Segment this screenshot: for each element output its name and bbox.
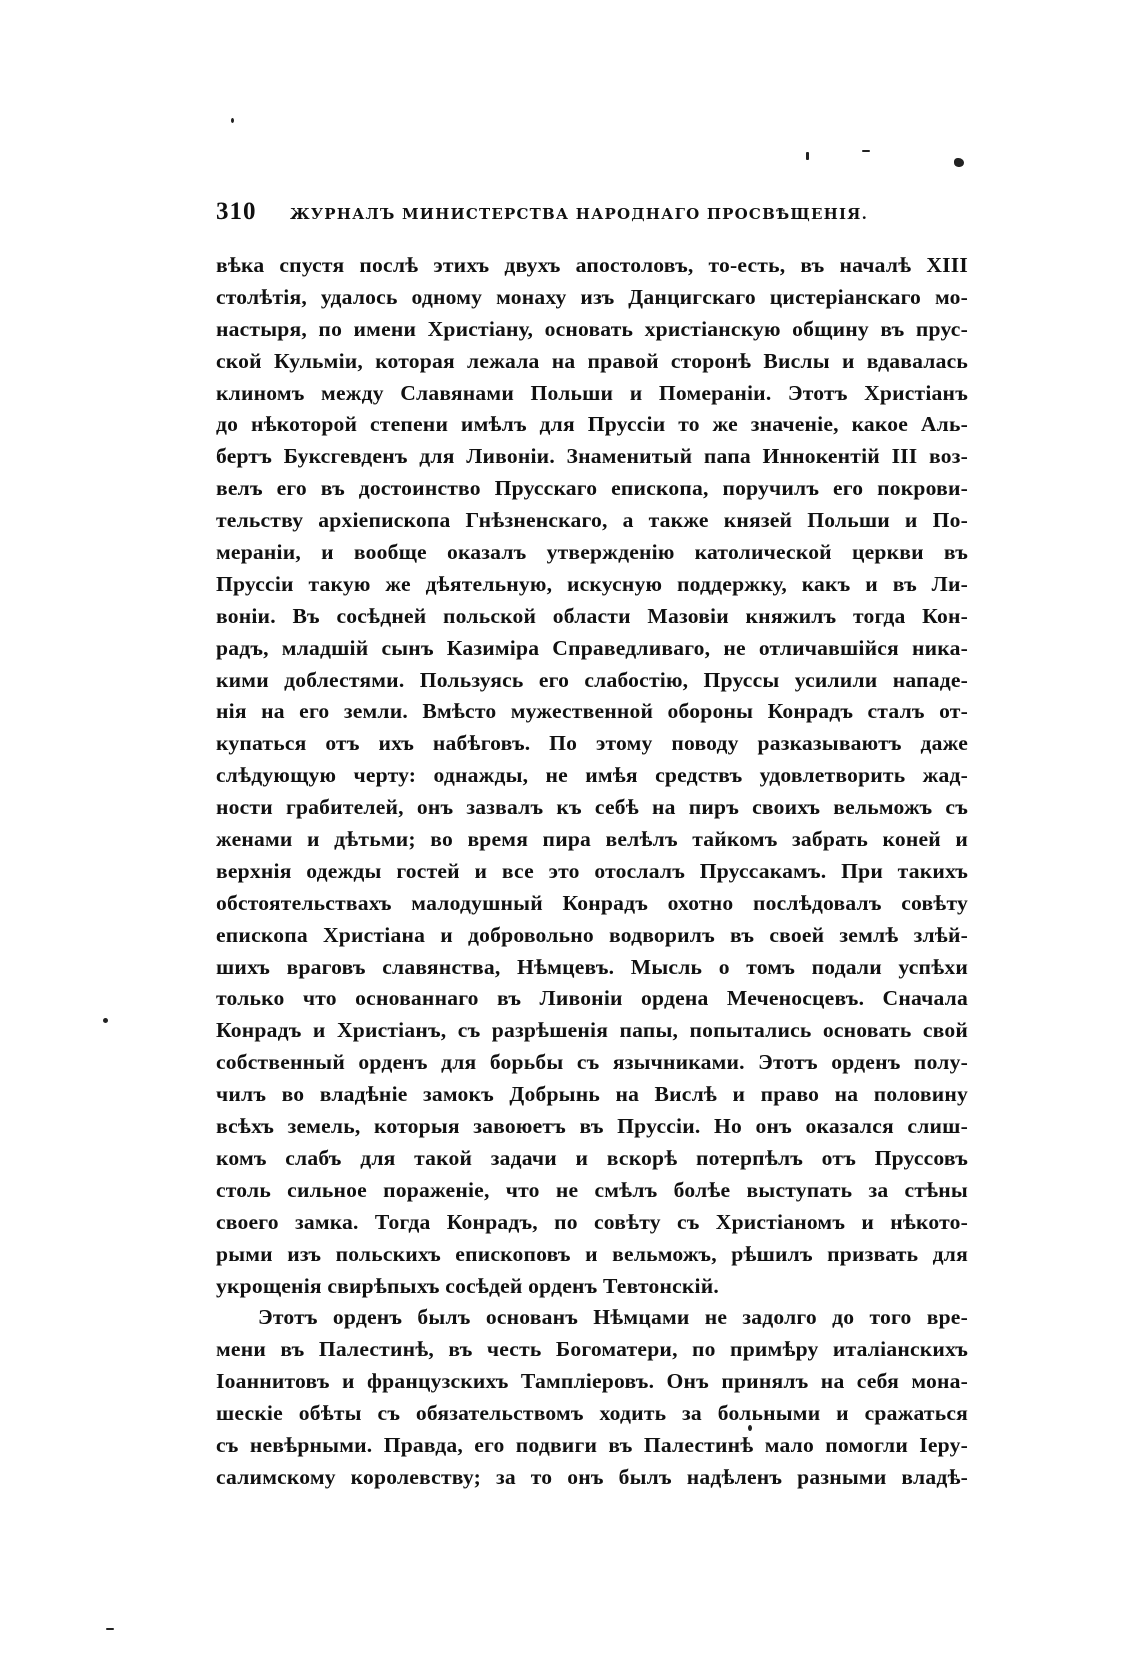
text-line: тельству архіепископа Гнѣзненскаго, а также князей Польши и По- <box>216 508 968 533</box>
text-line: ской Кульміи, которая лежала на правой сторонѣ Вислы и вдавалась <box>216 348 968 373</box>
text-line: верхнія одежды гостей и все это отослалъ Пруссакамъ. При такихъ <box>216 858 968 883</box>
text-line: радъ, младшій сынъ Казиміра Справедливаго, не отличавшійся ника- <box>216 635 968 660</box>
text-line: рыми изъ польскихъ епископовъ и вельможъ, рѣшилъ призвать для <box>216 1241 968 1266</box>
text-line: своего замка. Тогда Конрадъ, по совѣту съ Христіаномъ и нѣкото- <box>216 1209 968 1234</box>
text-line: съ невѣрными. Правда, его подвиги въ Палестинѣ мало помогли Іеру- <box>216 1432 968 1457</box>
text-line: купаться отъ ихъ набѣговъ. По этому поводу разказываютъ даже <box>216 731 968 756</box>
text-line: кими доблестями. Пользуясь его слабостію, Пруссы усилили нападе- <box>216 667 968 692</box>
text-line: укрощенія свирѣпыхъ сосѣдей орденъ Тевтонскій. <box>216 1273 719 1298</box>
text-line: Этотъ орденъ былъ основанъ Нѣмцами не задолго до того вре- <box>258 1305 968 1330</box>
scan-speck <box>954 158 964 167</box>
text-line: мераніи, и вообще оказалъ утвержденію католической церкви въ <box>216 540 968 565</box>
text-line: чилъ во владѣніе замокъ Добрынь на Вислѣ и право на половину <box>216 1082 968 1107</box>
text-line: до нѣкоторой степени имѣлъ для Пруссіи то же значеніе, какое Аль- <box>216 412 968 437</box>
body-text <box>216 250 968 1494</box>
text-line: только что основаннаго въ Ливоніи ордена Меченосцевъ. Сначала <box>216 986 968 1011</box>
text-line: бертъ Буксгевденъ для Ливоніи. Знаменитый папа Иннокентій III воз- <box>216 444 968 469</box>
text-line: Іоаннитовъ и французскихъ Тампліеровъ. Онъ принялъ на себя мона- <box>216 1369 968 1394</box>
page-header <box>216 198 976 230</box>
text-line: Конрадъ и Христіанъ, съ разрѣшенія папы, попытались основать свой <box>216 1018 968 1043</box>
scan-speck <box>231 118 234 123</box>
text-line: обстоятельствахъ малодушный Конрадъ охотно послѣдовалъ совѣту <box>216 890 968 915</box>
text-line: столѣтія, удалось одному монаху изъ Данцигскаго цистеріанскаго мо- <box>216 284 968 309</box>
text-line: велъ его въ достоинство Прусскаго епископа, поручилъ его покрови- <box>216 476 968 501</box>
text-line: нія на его земли. Вмѣсто мужественной обороны Конрадъ сталъ от- <box>216 699 968 724</box>
text-line: слѣдующую черту: однажды, не имѣя средствъ удовлетворить жад- <box>216 763 968 788</box>
text-line: Пруссіи такую же дѣятельную, искусную поддержку, какъ и въ Ли- <box>216 571 968 596</box>
text-line: ности грабителей, онъ зазвалъ къ себѣ на пиръ своихъ вельможъ съ <box>216 795 968 820</box>
text-line: воніи. Въ сосѣдней польской области Мазовіи княжилъ тогда Кон- <box>216 603 968 628</box>
scan-speck <box>806 152 809 160</box>
text-line: клиномъ между Славянами Польши и Помераніи. Этотъ Христіанъ <box>216 380 968 405</box>
text-line: женами и дѣтьми; во время пира велѣлъ тайкомъ забрать коней и <box>216 827 968 852</box>
text-line: собственный орденъ для борьбы съ язычниками. Этотъ орденъ полу- <box>216 1050 968 1075</box>
text-line: всѣхъ земель, которыя завоюетъ въ Пруссіи. Но онъ оказался слиш- <box>216 1114 968 1139</box>
paragraph-1 <box>216 250 968 1302</box>
text-line: комъ слабъ для такой задачи и вскорѣ потерпѣлъ отъ Пруссовъ <box>216 1145 968 1170</box>
text-line: шихъ враговъ славянства, Нѣмцевъ. Мысль о томъ подали успѣхи <box>216 954 968 979</box>
text-line: вѣка спустя послѣ этихъ двухъ апостоловъ, то-есть, въ началѣ XIII <box>216 253 968 277</box>
page-number: 310 <box>216 198 257 225</box>
text-line: настыря, по имени Христіану, основать христіанскую общину въ прус- <box>216 316 968 341</box>
text-line: столь сильное пораженіе, что не смѣлъ болѣе выступать за стѣны <box>216 1177 968 1202</box>
text-line: мени въ Палестинѣ, въ честь Богоматери, по примѣру италіанскихъ <box>216 1337 968 1362</box>
scan-speck <box>103 1018 108 1023</box>
running-head: ЖУРНАЛЪ МИНИСТЕРСТВА НАРОДНАГО ПРОСВѢЩЕНІЯ. <box>290 205 869 223</box>
text-line: салимскому королевству; за то онъ былъ надѣленъ разными владѣ- <box>216 1464 968 1489</box>
scan-speck <box>106 1628 114 1630</box>
text-line: епископа Христіана и добровольно водворилъ въ своей землѣ злѣй- <box>216 922 968 947</box>
scan-speck <box>862 150 870 152</box>
text-line: шескіе обѣты съ обязательствомъ ходить за больными и сражаться <box>216 1401 968 1426</box>
paragraph-2 <box>216 1302 968 1493</box>
